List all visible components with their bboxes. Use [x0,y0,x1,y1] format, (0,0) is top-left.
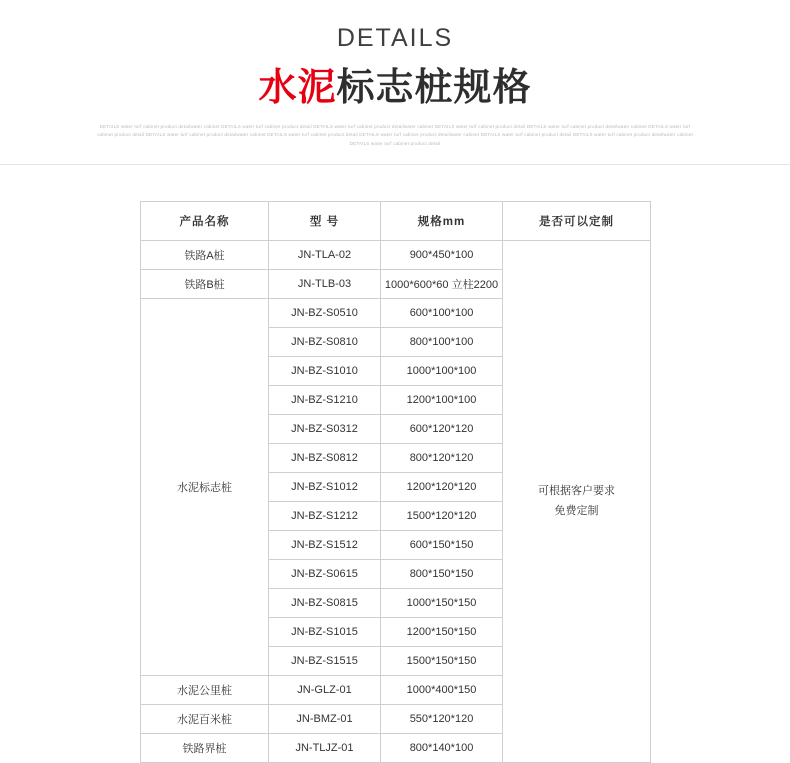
column-header-model: 型 号 [269,202,381,241]
page-header [0,0,790,148]
spec-table [140,201,651,763]
cell-size: 1200*150*150 [381,618,503,647]
cell-model: JN-BZ-S0312 [269,415,381,444]
cell-model: JN-BZ-S0810 [269,328,381,357]
page-title-rest: 标志桩规格 [336,67,532,109]
cell-model: JN-TLB-03 [269,270,381,299]
header-subtext: DETAILS water turf cabinet product detailwater cabinet DETAILS water turf cabinet product detail DETAILS water turf cabinet product detailwater cabinet DETAILS water turf cabinet product detail DETAILS water turf cabinet product detailwater cabinet DETAILS water turf cabinet product detail DETAILS water turf cabinet product detailwater cabinet DETAILS water turf cabinet product detail DETAILS water turf cabinet product detailwater cabinet DETAILS water turf cabinet product detail DETAILS water turf cabinet product detailwater cabinet DETAILS water turf cabinet product detail [97,123,693,146]
cell-size: 1000*600*60 立柱2200 [381,270,503,299]
cell-model: JN-BZ-S1210 [269,386,381,415]
cell-size: 800*120*120 [381,444,503,473]
cell-size: 600*120*120 [381,415,503,444]
cell-name: 水泥公里桩 [141,676,269,705]
cell-size: 1000*150*150 [381,589,503,618]
column-header-custom: 是否可以定制 [503,202,651,241]
cell-model: JN-BZ-S0615 [269,560,381,589]
cell-model: JN-BZ-S1515 [269,647,381,676]
cell-model: JN-BZ-S0812 [269,444,381,473]
cell-size: 800*100*100 [381,328,503,357]
cell-size: 550*120*120 [381,705,503,734]
cell-model: JN-BZ-S1512 [269,531,381,560]
cell-size: 600*150*150 [381,531,503,560]
cell-size: 900*450*100 [381,241,503,270]
custom-note-line2: 免费定制 [554,504,599,517]
custom-note-line1: 可根据客户要求 [538,485,615,498]
cell-name: 铁路A桩 [141,241,269,270]
cell-model: JN-BZ-S1015 [269,618,381,647]
cell-size: 800*150*150 [381,560,503,589]
page-title-accent: 水泥 [258,67,337,109]
cell-size: 1200*120*120 [381,473,503,502]
cell-size: 1000*100*100 [381,357,503,386]
cell-name: 铁路B桩 [141,270,269,299]
cell-size: 1000*400*150 [381,676,503,705]
cell-model: JN-BZ-S0815 [269,589,381,618]
table-row [141,241,651,270]
cell-model: JN-BZ-S1012 [269,473,381,502]
header-divider [0,164,790,165]
cell-model: JN-BMZ-01 [269,705,381,734]
cell-name: 铁路界桩 [141,734,269,763]
cell-model: JN-BZ-S1212 [269,502,381,531]
cell-model: JN-GLZ-01 [269,676,381,705]
cell-size: 1200*100*100 [381,386,503,415]
column-header-size: 规格mm [381,202,503,241]
spec-table-wrap [140,201,650,763]
header-eyebrow: DETAILS [336,24,454,52]
cell-size: 600*100*100 [381,299,503,328]
table-header-row [141,202,651,241]
cell-model: JN-TLJZ-01 [269,734,381,763]
column-header-name: 产品名称 [141,202,269,241]
cell-name: 水泥百米桩 [141,705,269,734]
cell-model: JN-TLA-02 [269,241,381,270]
cell-group-name: 水泥标志桩 [141,299,269,676]
cell-size: 1500*150*150 [381,647,503,676]
cell-model: JN-BZ-S0510 [269,299,381,328]
cell-custom-note [503,241,651,763]
page-title [0,67,790,111]
cell-model: JN-BZ-S1010 [269,357,381,386]
cell-size: 1500*120*120 [381,502,503,531]
cell-size: 800*140*100 [381,734,503,763]
